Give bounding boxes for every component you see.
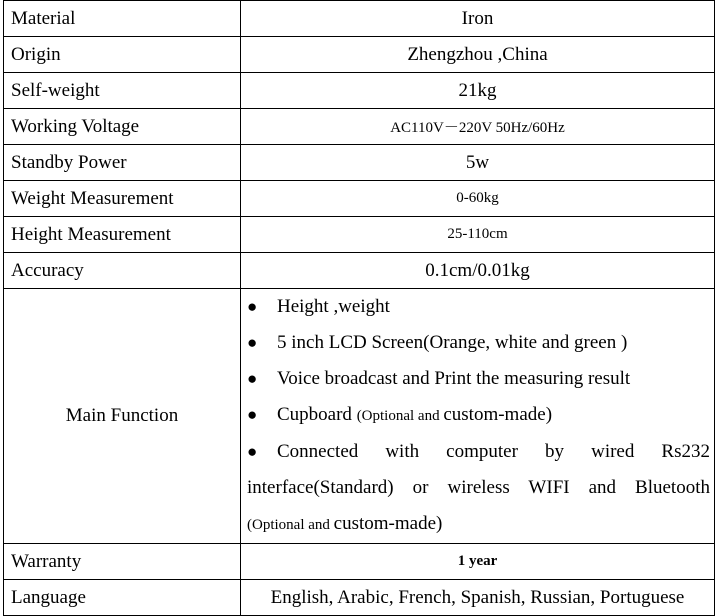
main-function-label: Main Function [4, 289, 241, 544]
row-label: Standby Power [4, 145, 241, 181]
feature-text: Height ,weight [277, 296, 390, 317]
bullet-icon: ● [247, 405, 258, 424]
feature-text-small: (Optional and [356, 408, 444, 424]
list-item [243, 289, 710, 325]
table-row [4, 217, 715, 253]
feature-text-main: Cupboard [277, 404, 357, 425]
row-label: Weight Measurement [4, 181, 241, 217]
table-row [4, 109, 715, 145]
row-label: Material [4, 1, 241, 37]
row-label: Accuracy [4, 253, 241, 289]
row-label: Height Measurement [4, 217, 241, 253]
warranty-label: Warranty [4, 544, 241, 580]
feature-text [247, 434, 710, 543]
bullet-icon: ● [247, 333, 258, 352]
row-label: Self-weight [4, 73, 241, 109]
table-row [4, 181, 715, 217]
feature-text [277, 397, 710, 434]
main-function-cell [241, 289, 715, 544]
row-value: 21kg [241, 73, 715, 109]
bullet-icon: ● [247, 297, 258, 316]
table-row-main-function [4, 289, 715, 544]
list-item [243, 325, 710, 361]
bullet-icon: ● [247, 369, 258, 388]
row-value: 25-110cm [241, 217, 715, 253]
feature-line-3 [247, 506, 710, 543]
row-value: 5w [241, 145, 715, 181]
row-value: AC110V－220V 50Hz/60Hz [241, 109, 715, 145]
feature-text-after: custom-made) [443, 404, 553, 425]
row-label: Working Voltage [4, 109, 241, 145]
list-item [243, 434, 710, 543]
list-item [243, 397, 710, 434]
spec-table [3, 0, 715, 616]
feature-text: 5 inch LCD Screen(Orange, white and green ) [277, 332, 628, 353]
warranty-value: 1 year [241, 544, 715, 580]
row-value: 0-60kg [241, 181, 715, 217]
table-row [4, 145, 715, 181]
language-label: Language [4, 580, 241, 616]
table-row [4, 37, 715, 73]
table-row [4, 253, 715, 289]
row-value: Zhengzhou ,China [241, 37, 715, 73]
row-value: 0.1cm/0.01kg [241, 253, 715, 289]
list-item [243, 361, 710, 397]
feature-text-small: (Optional and [247, 517, 334, 533]
row-value: Iron [241, 1, 715, 37]
feature-line-1: Connected with computer by wired Rs232 [277, 441, 710, 462]
feature-line-2: interface(Standard) or wireless WIFI and Bluetooth [247, 477, 710, 498]
feature-list [241, 289, 714, 543]
language-value: English, Arabic, French, Spanish, Russian, Portuguese [241, 580, 715, 616]
feature-text: Voice broadcast and Print the measuring result [277, 368, 631, 389]
table-row-language [4, 580, 715, 616]
feature-text-after: custom-made) [333, 513, 443, 534]
bullet-icon: ● [247, 442, 258, 461]
table-row [4, 1, 715, 37]
table-row-warranty [4, 544, 715, 580]
table-row [4, 73, 715, 109]
row-label: Origin [4, 37, 241, 73]
